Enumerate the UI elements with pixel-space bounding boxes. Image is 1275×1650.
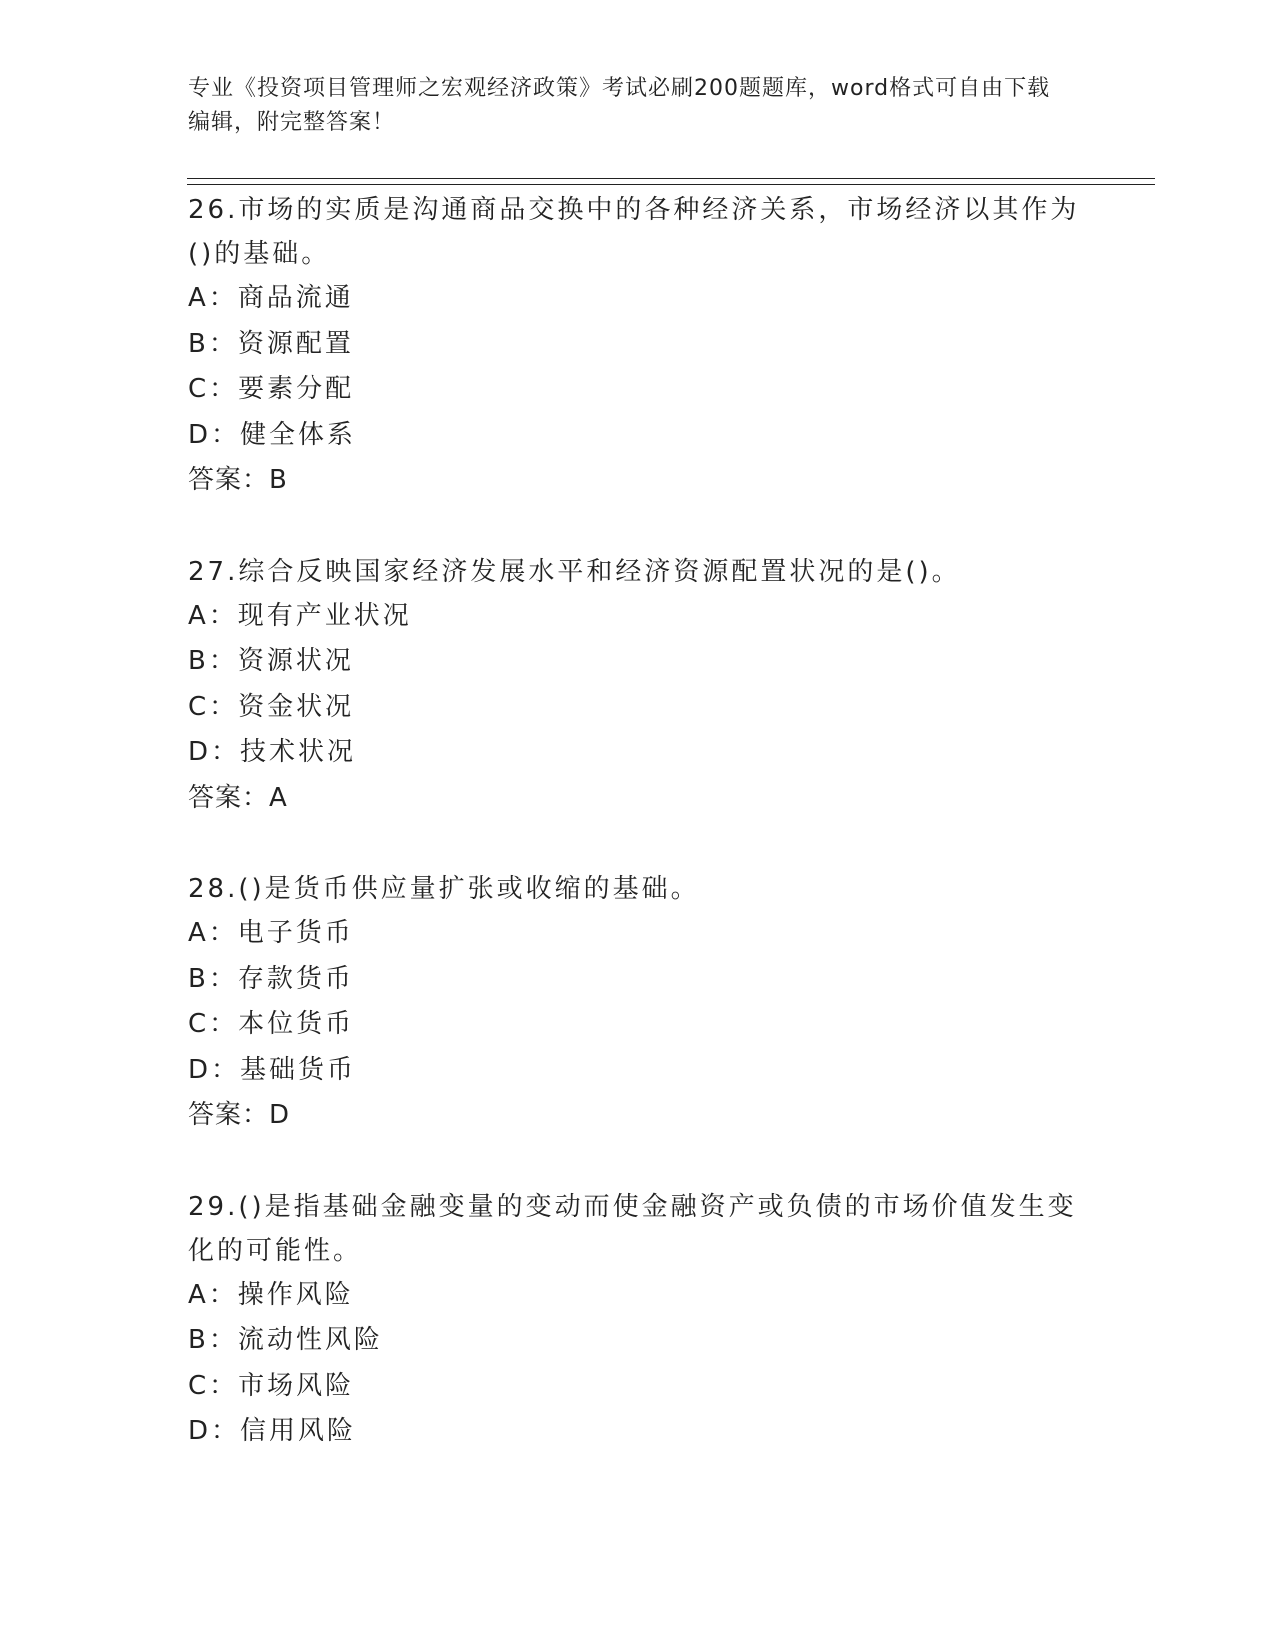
option-a: A：电子货币 [188, 918, 354, 948]
option-b: B：流动性风险 [188, 1325, 383, 1355]
option-d: D：技术状况 [188, 737, 357, 767]
question-stem: 29.()是指基础金融变量的变动而使金融资产或负债的市场价值发生变化的可能性。 [188, 1191, 1077, 1266]
answer-line: 答案：B [188, 465, 288, 495]
header-divider-bottom [187, 184, 1155, 185]
option-c: C：资金状况 [188, 691, 355, 722]
option-d: D：健全体系 [188, 419, 357, 450]
option-a: A：商品流通 [188, 283, 354, 313]
question-stem: 28.()是货币供应量扩张或收缩的基础。 [188, 874, 700, 904]
question-27 [188, 550, 1088, 822]
header-divider-top [187, 178, 1155, 179]
question-stem: 27.综合反映国家经济发展水平和经济资源配置状况的是()。 [188, 556, 961, 587]
question-list [188, 188, 1088, 1501]
option-c: C：本位货币 [188, 1009, 355, 1039]
question-29 [188, 1185, 1088, 1455]
document-header: 专业《投资项目管理师之宏观经济政策》考试必刷200题题库，word格式可自由下载编辑，附完整答案！ [188, 76, 1051, 135]
option-d: D：基础货币 [188, 1054, 357, 1085]
answer-line: 答案：D [188, 1100, 291, 1130]
option-c: C：市场风险 [188, 1370, 355, 1401]
answer-line: 答案：A [188, 782, 288, 813]
option-c: C：要素分配 [188, 374, 355, 404]
option-b: B：存款货币 [188, 963, 354, 994]
option-a: A：操作风险 [188, 1279, 354, 1310]
option-b: B：资源状况 [188, 646, 354, 676]
option-a: A：现有产业状况 [188, 600, 412, 631]
option-d: D：信用风险 [188, 1416, 357, 1446]
question-28 [188, 867, 1088, 1139]
question-26 [188, 188, 1088, 504]
question-stem: 26.市场的实质是沟通商品交换中的各种经济关系，市场经济以其作为()的基础。 [188, 195, 1080, 269]
option-b: B：资源配置 [188, 328, 354, 359]
